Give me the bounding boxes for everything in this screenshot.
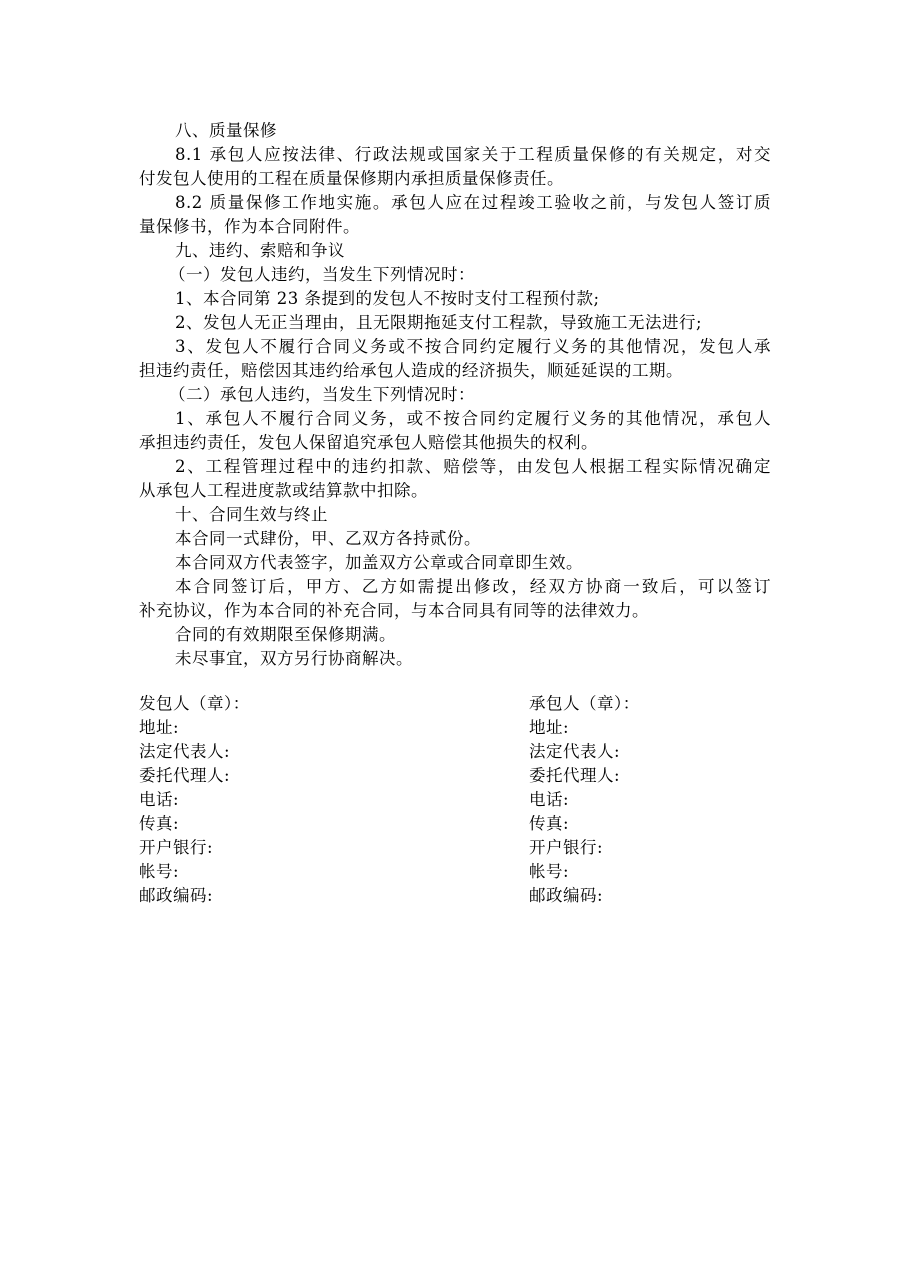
section-heading-quality-warranty: 八、质量保修 xyxy=(175,121,277,140)
employer-agent-label: 委托代理人: xyxy=(139,766,231,785)
employer-phone-label: 电话: xyxy=(139,790,180,809)
validity-clause: 合同的有效期限至保修期满。 xyxy=(175,625,396,644)
section-heading-effect-termination: 十、合同生效与终止 xyxy=(175,505,328,524)
employer-fax-label: 传真: xyxy=(139,814,180,833)
subsection-contractor-breach: （二）承包人违约，当发生下列情况时： xyxy=(169,385,475,404)
section-heading-breach-claims: 九、违约、索赔和争议 xyxy=(175,241,345,260)
employer-breach-item-2: 2、发包人无正当理由，且无限期拖延支付工程款，导致施工无法进行; xyxy=(175,313,703,332)
contractor-bank-label: 开户银行: xyxy=(529,838,604,857)
contractor-legal-rep-label: 法定代表人: xyxy=(529,742,621,761)
employer-legal-rep-label: 法定代表人: xyxy=(139,742,231,761)
contractor-breach-item-2-line-2: 从承包人工程进度款或结算款中扣除。 xyxy=(139,481,428,500)
contractor-breach-item-1-line-1: 1、承包人不履行合同义务，或不按合同约定履行义务的其他情况，承包人 xyxy=(175,409,771,428)
employer-account-label: 帐号: xyxy=(139,862,180,881)
employer-seal-label: 发包人（章）： xyxy=(139,694,250,713)
contractor-phone-label: 电话: xyxy=(529,790,570,809)
effectiveness-clause: 本合同双方代表签字，加盖双方公章或合同章即生效。 xyxy=(175,553,583,572)
contractor-signature-block xyxy=(529,692,829,908)
clause-8-1-line-1: 8.1 承包人应按法律、行政法规或国家关于工程质量保修的有关规定，对交 xyxy=(175,145,771,164)
contractor-breach-item-1-line-2: 承担违约责任，发包人保留追究承包人赔偿其他损失的权利。 xyxy=(139,433,598,452)
clause-8-1-line-2: 付发包人使用的工程在质量保修期内承担质量保修责任。 xyxy=(139,169,564,188)
employer-breach-item-3-line-2: 担违约责任，赔偿因其违约给承包人造成的经济损失，顺延延误的工期。 xyxy=(139,361,683,380)
contract-body xyxy=(139,119,771,671)
employer-bank-label: 开户银行: xyxy=(139,838,214,857)
contractor-seal-label: 承包人（章）： xyxy=(529,694,640,713)
employer-breach-item-3-line-1: 3、发包人不履行合同义务或不按合同约定履行义务的其他情况，发包人承 xyxy=(175,337,771,356)
clause-8-2-line-2: 量保修书，作为本合同附件。 xyxy=(139,217,360,236)
employer-address-label: 地址: xyxy=(139,718,180,737)
contractor-account-label: 帐号: xyxy=(529,862,570,881)
employer-signature-block xyxy=(139,692,439,908)
contractor-address-label: 地址: xyxy=(529,718,570,737)
copies-clause: 本合同一式肆份，甲、乙双方各持贰份。 xyxy=(175,529,481,548)
contractor-breach-item-2-line-1: 2、工程管理过程中的违约扣款、赔偿等，由发包人根据工程实际情况确定 xyxy=(175,457,771,476)
contractor-fax-label: 传真: xyxy=(529,814,570,833)
employer-postcode-label: 邮政编码: xyxy=(139,886,214,905)
subsection-employer-breach: （一）发包人违约，当发生下列情况时： xyxy=(169,265,475,284)
contractor-agent-label: 委托代理人: xyxy=(529,766,621,785)
contractor-postcode-label: 邮政编码: xyxy=(529,886,604,905)
outstanding-matters-clause: 未尽事宜，双方另行协商解决。 xyxy=(175,649,413,668)
amendment-clause-line-2: 补充协议，作为本合同的补充合同，与本合同具有同等的法律效力。 xyxy=(139,601,649,620)
employer-breach-item-1: 1、本合同第 23 条提到的发包人不按时支付工程预付款; xyxy=(175,289,600,308)
clause-8-2-line-1: 8.2 质量保修工作地实施。承包人应在过程竣工验收之前，与发包人签订质 xyxy=(175,193,771,212)
amendment-clause-line-1: 本合同签订后，甲方、乙方如需提出修改，经双方协商一致后，可以签订 xyxy=(175,577,771,596)
